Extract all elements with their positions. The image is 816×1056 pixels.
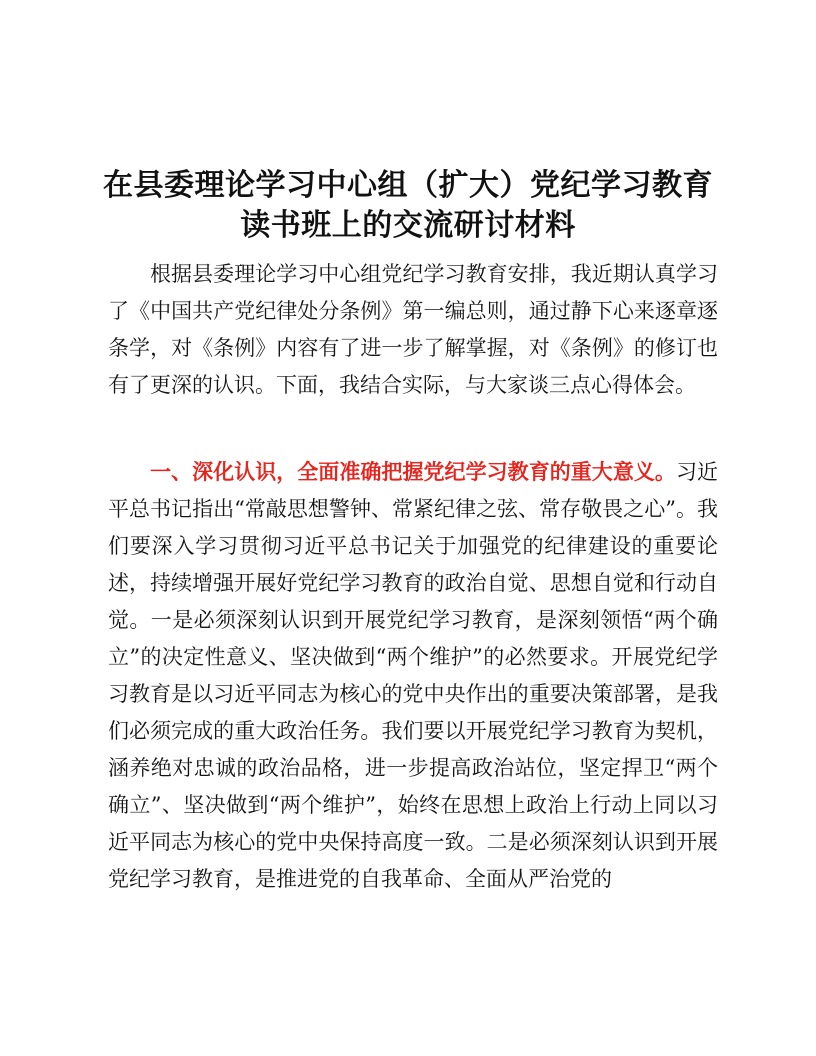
section-1-body: 习近平总书记指出“常敲思想警钟、常紧纪律之弦、常存敬畏之心”。我们要深入学习贯彻习近平总书记关于加强党的纪律建设的重要论述，持续增强开展好党纪学习教育的政治自觉、思想自觉和行动自觉。一是必须深刻认识到开展党纪学习教育，是深刻领悟“两个确立”的决定性意义、坚决做到“两个维护”的必然要求。开展党纪学习教育是以习近平同志为核心的党中央作出的重要决策部署，是我们必须完成的重大政治任务。我们要以开展党纪学习教育为契机，涵养绝对忠诚的政治品格，进一步提高政治站位，坚定捍卫“两个确立”、坚决做到“两个维护”，始终在思想上政治上行动上同以习近平同志为核心的党中央保持高度一致。二是必须深刻认识到开展党纪学习教育，是推进党的自我革命、全面从严治党的 [108, 460, 719, 891]
section-1-paragraph [108, 453, 718, 898]
section-1-heading: 一、深化认识，全面准确把握党纪学习教育的重大意义。 [150, 459, 676, 484]
document-title-line-1: 在县委理论学习中心组（扩大）党纪学习教育 [103, 168, 713, 203]
document-title-line-2: 读书班上的交流研讨材料 [240, 208, 576, 243]
intro-paragraph: 根据县委理论学习中心组党纪学习教育安排，我近期认真学习了《中国共产党纪律处分条例》第一编总则，通过静下心来逐章逐条学，对《条例》内容有了进一步了解掌握，对《条例》的修订也有了更深的认识。下面，我结合实际，与大家谈三点心得体会。 [108, 262, 718, 397]
